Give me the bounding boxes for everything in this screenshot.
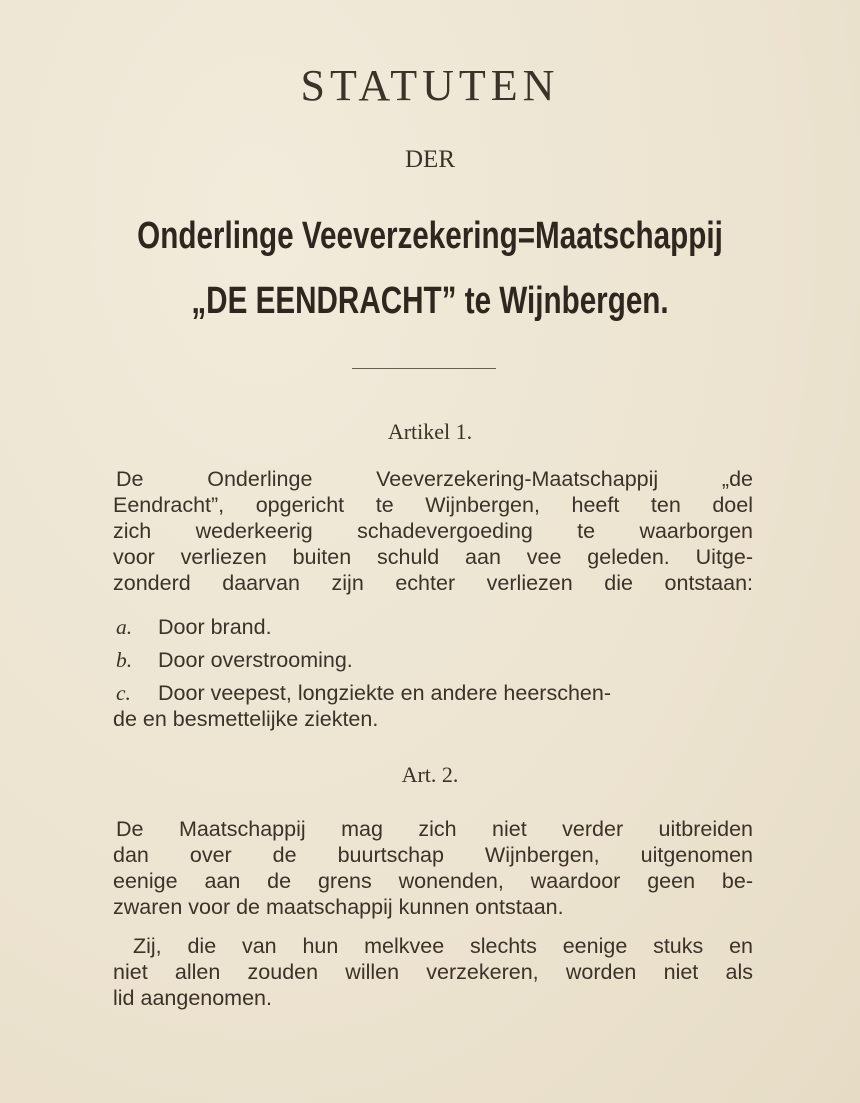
- article-2-paragraph-1: [113, 816, 753, 920]
- paragraph-line: lid aangenomen.: [113, 986, 272, 1010]
- article-2-title: Art. 2.: [401, 762, 459, 787]
- list-item-text: Door brand.: [158, 615, 272, 639]
- paragraph-line: zich wederkeerig schadevergoeding te waarborgen: [113, 519, 753, 543]
- paragraph-line: eenige aan de grens wonenden, waardoor geen be-: [113, 869, 753, 893]
- divider-rule: [352, 368, 496, 369]
- paragraph-line: De Maatschappij mag zich niet verder uitbreiden: [116, 817, 753, 841]
- list-item-a: [113, 614, 753, 640]
- list-item-b: [113, 647, 753, 673]
- paragraph-line: zonderd daarvan zijn echter verliezen die ontstaan:: [113, 571, 753, 595]
- company-name-line2: „DE EENDRACHT” te Wijnbergen.: [191, 280, 669, 322]
- list-item-continuation: de en besmettelijke ziekten.: [113, 707, 379, 731]
- list-item-letter: b.: [116, 648, 133, 672]
- article-1-title: Artikel 1.: [387, 419, 473, 444]
- paragraph-line: niet allen zouden willen verzekeren, worden niet als: [113, 960, 753, 984]
- company-name-line1: Onderlinge Veeverzekering=Maatschappij: [137, 215, 723, 257]
- list-item-text: Door veepest, longziekte en andere heerschen-: [158, 681, 611, 705]
- document-title: STATUTEN: [300, 61, 560, 110]
- list-item-letter: c.: [116, 681, 131, 705]
- list-item-text: Door overstrooming.: [158, 648, 353, 672]
- paragraph-line: Eendracht”, opgericht te Wijnbergen, heeft ten doel: [113, 493, 753, 517]
- paragraph-line: dan over de buurtschap Wijnbergen, uitgenomen: [113, 843, 753, 867]
- article-2-paragraph-2: [113, 933, 753, 1011]
- paragraph-line: zwaren voor de maatschappij kunnen ontstaan.: [113, 895, 564, 919]
- paragraph-line: voor verliezen buiten schuld aan vee geleden. Uitge-: [113, 545, 753, 569]
- document-subtitle-der: DER: [405, 146, 455, 173]
- list-item-letter: a.: [116, 615, 133, 639]
- list-item-c: [113, 680, 753, 732]
- article-1-paragraph: [113, 466, 753, 596]
- paragraph-line: Zij, die van hun melkvee slechts eenige stuks en: [133, 934, 753, 958]
- paragraph-line: De Onderlinge Veeverzekering-Maatschappij „de: [116, 467, 753, 491]
